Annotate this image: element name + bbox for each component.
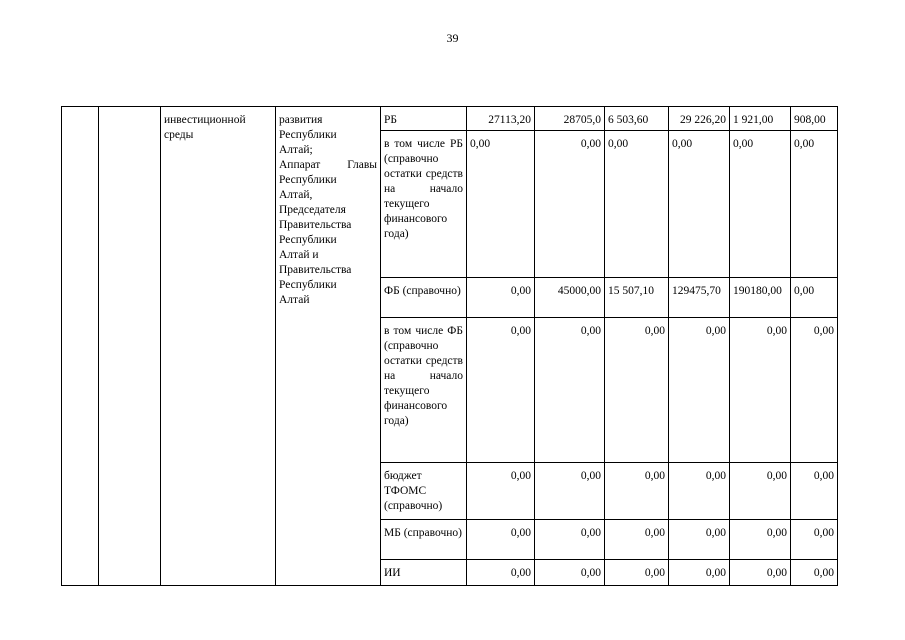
- value-cell: 0,00: [791, 131, 838, 278]
- value-cell: 0,00: [791, 318, 838, 463]
- value-cell: 0,00: [791, 278, 838, 318]
- source-label-cell: ФБ (справочно): [381, 278, 467, 318]
- row-number-cell: [62, 107, 99, 586]
- value-cell: 0,00: [605, 560, 669, 586]
- source-label-cell: бюджет ТФОМС (справочно): [381, 463, 467, 520]
- value-cell: 0,00: [669, 463, 730, 520]
- source-label-cell: в том числе РБ (справочно остатки средств на начало текущего финансового года): [381, 131, 467, 278]
- value-cell: 0,00: [669, 318, 730, 463]
- executor-line: Алтай;: [279, 144, 313, 156]
- value-cell: 28705,0: [535, 107, 605, 131]
- executor-line: Республики: [279, 279, 337, 291]
- value-cell: 0,00: [535, 520, 605, 560]
- value-cell: 0,00: [605, 131, 669, 278]
- executor-line: Председателя: [279, 204, 346, 216]
- value-cell: 0,00: [535, 560, 605, 586]
- executor-line: Аппарат Главы: [279, 159, 377, 171]
- value-cell: 0,00: [535, 131, 605, 278]
- value-cell: 6 503,60: [605, 107, 669, 131]
- source-label-cell: МБ (справочно): [381, 520, 467, 560]
- executor-line: Алтай,: [279, 189, 313, 201]
- value-cell: 29 226,20: [669, 107, 730, 131]
- value-cell: 0,00: [730, 560, 791, 586]
- value-cell: 190180,00: [730, 278, 791, 318]
- value-cell: 908,00: [791, 107, 838, 131]
- value-cell: 0,00: [467, 318, 535, 463]
- value-cell: 129475,70: [669, 278, 730, 318]
- value-cell: 0,00: [791, 520, 838, 560]
- value-cell: 45000,00: [535, 278, 605, 318]
- source-label-cell: в том числе ФБ (справочно остатки средств на начало текущего финансового года): [381, 318, 467, 463]
- value-cell: 0,00: [730, 131, 791, 278]
- executor-line: Алтай: [279, 294, 310, 306]
- executor-line: Правительства: [279, 219, 352, 231]
- value-cell: 0,00: [791, 463, 838, 520]
- value-cell: 1 921,00: [730, 107, 791, 131]
- value-cell: 0,00: [669, 131, 730, 278]
- value-cell: 0,00: [467, 560, 535, 586]
- value-cell: 0,00: [605, 318, 669, 463]
- source-label-cell: ИИ: [381, 560, 467, 586]
- measure-cell: инвестиционной среды: [161, 107, 276, 586]
- value-cell: 0,00: [730, 318, 791, 463]
- page-number: 39: [446, 31, 459, 45]
- value-cell: 27113,20: [467, 107, 535, 131]
- table-row: [62, 107, 838, 131]
- executor-line: Правительства: [279, 264, 352, 276]
- source-label-cell: РБ: [381, 107, 467, 131]
- value-cell: 0,00: [467, 463, 535, 520]
- value-cell: 0,00: [669, 520, 730, 560]
- executor-line: Республики: [279, 174, 337, 186]
- value-cell: 0,00: [535, 463, 605, 520]
- code-cell: [99, 107, 161, 586]
- value-cell: 0,00: [730, 520, 791, 560]
- executor-line: Республики: [279, 234, 337, 246]
- value-cell: 0,00: [535, 318, 605, 463]
- value-cell: 0,00: [467, 131, 535, 278]
- executor-cell: [276, 107, 381, 586]
- budget-table: [61, 106, 838, 586]
- value-cell: 0,00: [669, 560, 730, 586]
- value-cell: 15 507,10: [605, 278, 669, 318]
- executor-line: Алтай и: [279, 249, 319, 261]
- value-cell: 0,00: [791, 560, 838, 586]
- value-cell: 0,00: [605, 520, 669, 560]
- value-cell: 0,00: [467, 278, 535, 318]
- executor-line: развития: [279, 114, 323, 126]
- value-cell: 0,00: [467, 520, 535, 560]
- value-cell: 0,00: [730, 463, 791, 520]
- executor-line: Республики: [279, 129, 337, 141]
- value-cell: 0,00: [605, 463, 669, 520]
